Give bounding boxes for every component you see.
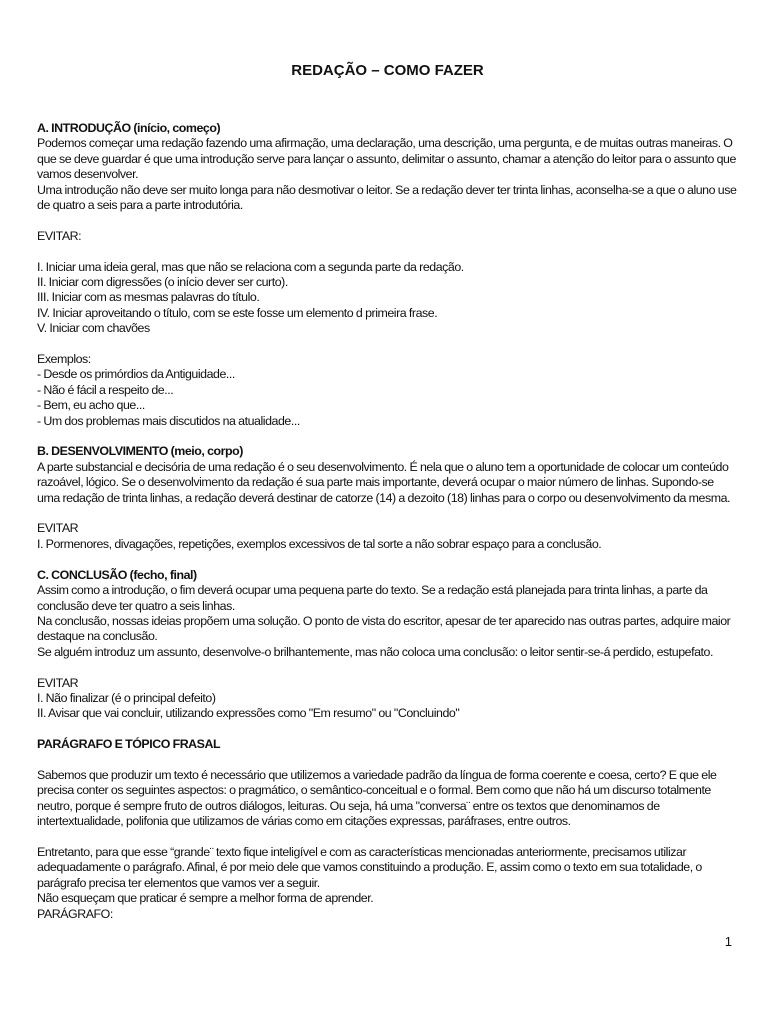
example-item: - Bem, eu acho que... bbox=[37, 398, 145, 413]
paragraph-body-3: Não esqueçam que praticar é sempre a melhor forma de aprender. bbox=[37, 891, 374, 906]
page-title: REDAÇÃO – COMO FAZER bbox=[291, 62, 484, 79]
conclusion-avoid-item: I. Não finalizar (é o principal defeito) bbox=[37, 690, 216, 705]
page-number: 1 bbox=[724, 934, 732, 949]
conclusion-paragraph-3: Se alguém introduz um assunto, desenvolve-o brilhantemente, mas não coloca uma conclusão: o leitor sentir-se-á perdido, estupefato. bbox=[37, 644, 713, 659]
paragraph-body-2: Entretanto, para que esse “grande¨ texto fique inteligível e com as características mencionadas anteriormente, precisamos utilizar adequadamente o parágrafo. Afinal, é por meio dele que vamos constituindo a produção. E, assim como o texto em sua totalidade, o parágrafo precisa ter elementos que vamos ver a seguir. bbox=[37, 844, 702, 890]
intro-heading: A. INTRODUÇÃO (início, começo) bbox=[37, 121, 221, 135]
conclusion-avoid-label: EVITAR bbox=[37, 675, 79, 690]
development-avoid-item: I. Pormenores, divagações, repetições, exemplos excessivos de tal sorte a não sobrar espaço para a conclusão. bbox=[37, 536, 602, 551]
intro-paragraph-2: Uma introdução não deve ser muito longa para não desmotivar o leitor. Se a redação dever ter trinta linhas, aconselha-se a que o aluno use de quatro a seis para a parte introdutória. bbox=[37, 182, 737, 213]
example-item: - Desde os primórdios da Antiguidade... bbox=[37, 367, 235, 382]
document-body bbox=[37, 121, 738, 922]
example-item: - Um dos problemas mais discutidos na atualidade... bbox=[37, 413, 300, 428]
intro-avoid-label: EVITAR: bbox=[37, 228, 82, 243]
intro-paragraph-1: Podemos começar uma redação fazendo uma afirmação, uma declaração, uma descrição, uma pergunta, e de muitas outras maneiras. O que se deve guardar é que uma introdução serve para lançar o assunto, delimitar o assunto, chamar a atenção do leitor para o assunto que vamos desenvolver. bbox=[37, 136, 736, 182]
paragraph-heading: PARÁGRAFO E TÓPICO FRASAL bbox=[37, 737, 221, 752]
intro-avoid-item: III. Iniciar com as mesmas palavras do título. bbox=[37, 290, 260, 305]
development-paragraph-1: A parte substancial e decisória de uma redação é o seu desenvolvimento. É nela que o aluno tem a oportunidade de colocar um conteúdo razoável, lógico. Se o desenvolvimento da redação é sua parte mais importante, deverá ocupar o maior número de linhas. Supondo-se uma redação de trinta linhas, a redação deverá destinar de catorze (14) a dezoito (18) linhas para o corpo ou desenvolvimento da mesma. bbox=[37, 459, 731, 505]
example-item: - Não é fácil a respeito de... bbox=[37, 382, 174, 397]
conclusion-avoid-item: II. Avisar que vai concluir, utilizando expressões como "Em resumo" ou "Concluindo" bbox=[37, 706, 460, 721]
conclusion-heading: C. CONCLUSÃO (fecho, final) bbox=[37, 567, 197, 582]
intro-avoid-item: II. Iniciar com digressões (o início dever ser curto). bbox=[37, 275, 288, 290]
development-avoid-label: EVITAR bbox=[37, 521, 79, 536]
intro-avoid-item: I. Iniciar uma ideia geral, mas que não se relaciona com a segunda parte da redação. bbox=[37, 259, 464, 274]
paragraph-body-4: PARÁGRAFO: bbox=[37, 906, 113, 921]
examples-label: Exemplos: bbox=[37, 352, 91, 367]
intro-avoid-item: V. Iniciar com chavões bbox=[37, 321, 150, 336]
intro-avoid-item: IV. Iniciar aproveitando o título, com se este fosse um elemento d primeira frase. bbox=[37, 305, 438, 320]
conclusion-paragraph-2: Na conclusão, nossas ideias propõem uma solução. O ponto de vista do escritor, apesar de ter aparecido nas outras partes, adquire maior destaque na conclusão. bbox=[37, 613, 731, 644]
development-heading: B. DESENVOLVIMENTO (meio, corpo) bbox=[37, 444, 243, 459]
conclusion-paragraph-1: Assim como a introdução, o fim deverá ocupar uma pequena parte do texto. Se a redação está planejada para trinta linhas, a parte da conclusão deve ter quatro a seis linhas. bbox=[37, 583, 708, 613]
paragraph-body-1: Sabemos que produzir um texto é necessário que utilizemos a variedade padrão da língua de forma coerente e coesa, certo? E que ele precisa conter os seguintes aspectos: o pragmático, o semântico-conceitual e o formal. Bem como que não há um discurso totalmente neutro, porque é sempre fruto de outros diálogos, leituras. Ou seja, há uma "conversa¨ entre os textos que denominamos de intertextualidade, polifonia que utilizamos de várias como em citações expressas, paráfrases, entre outros. bbox=[37, 767, 717, 829]
